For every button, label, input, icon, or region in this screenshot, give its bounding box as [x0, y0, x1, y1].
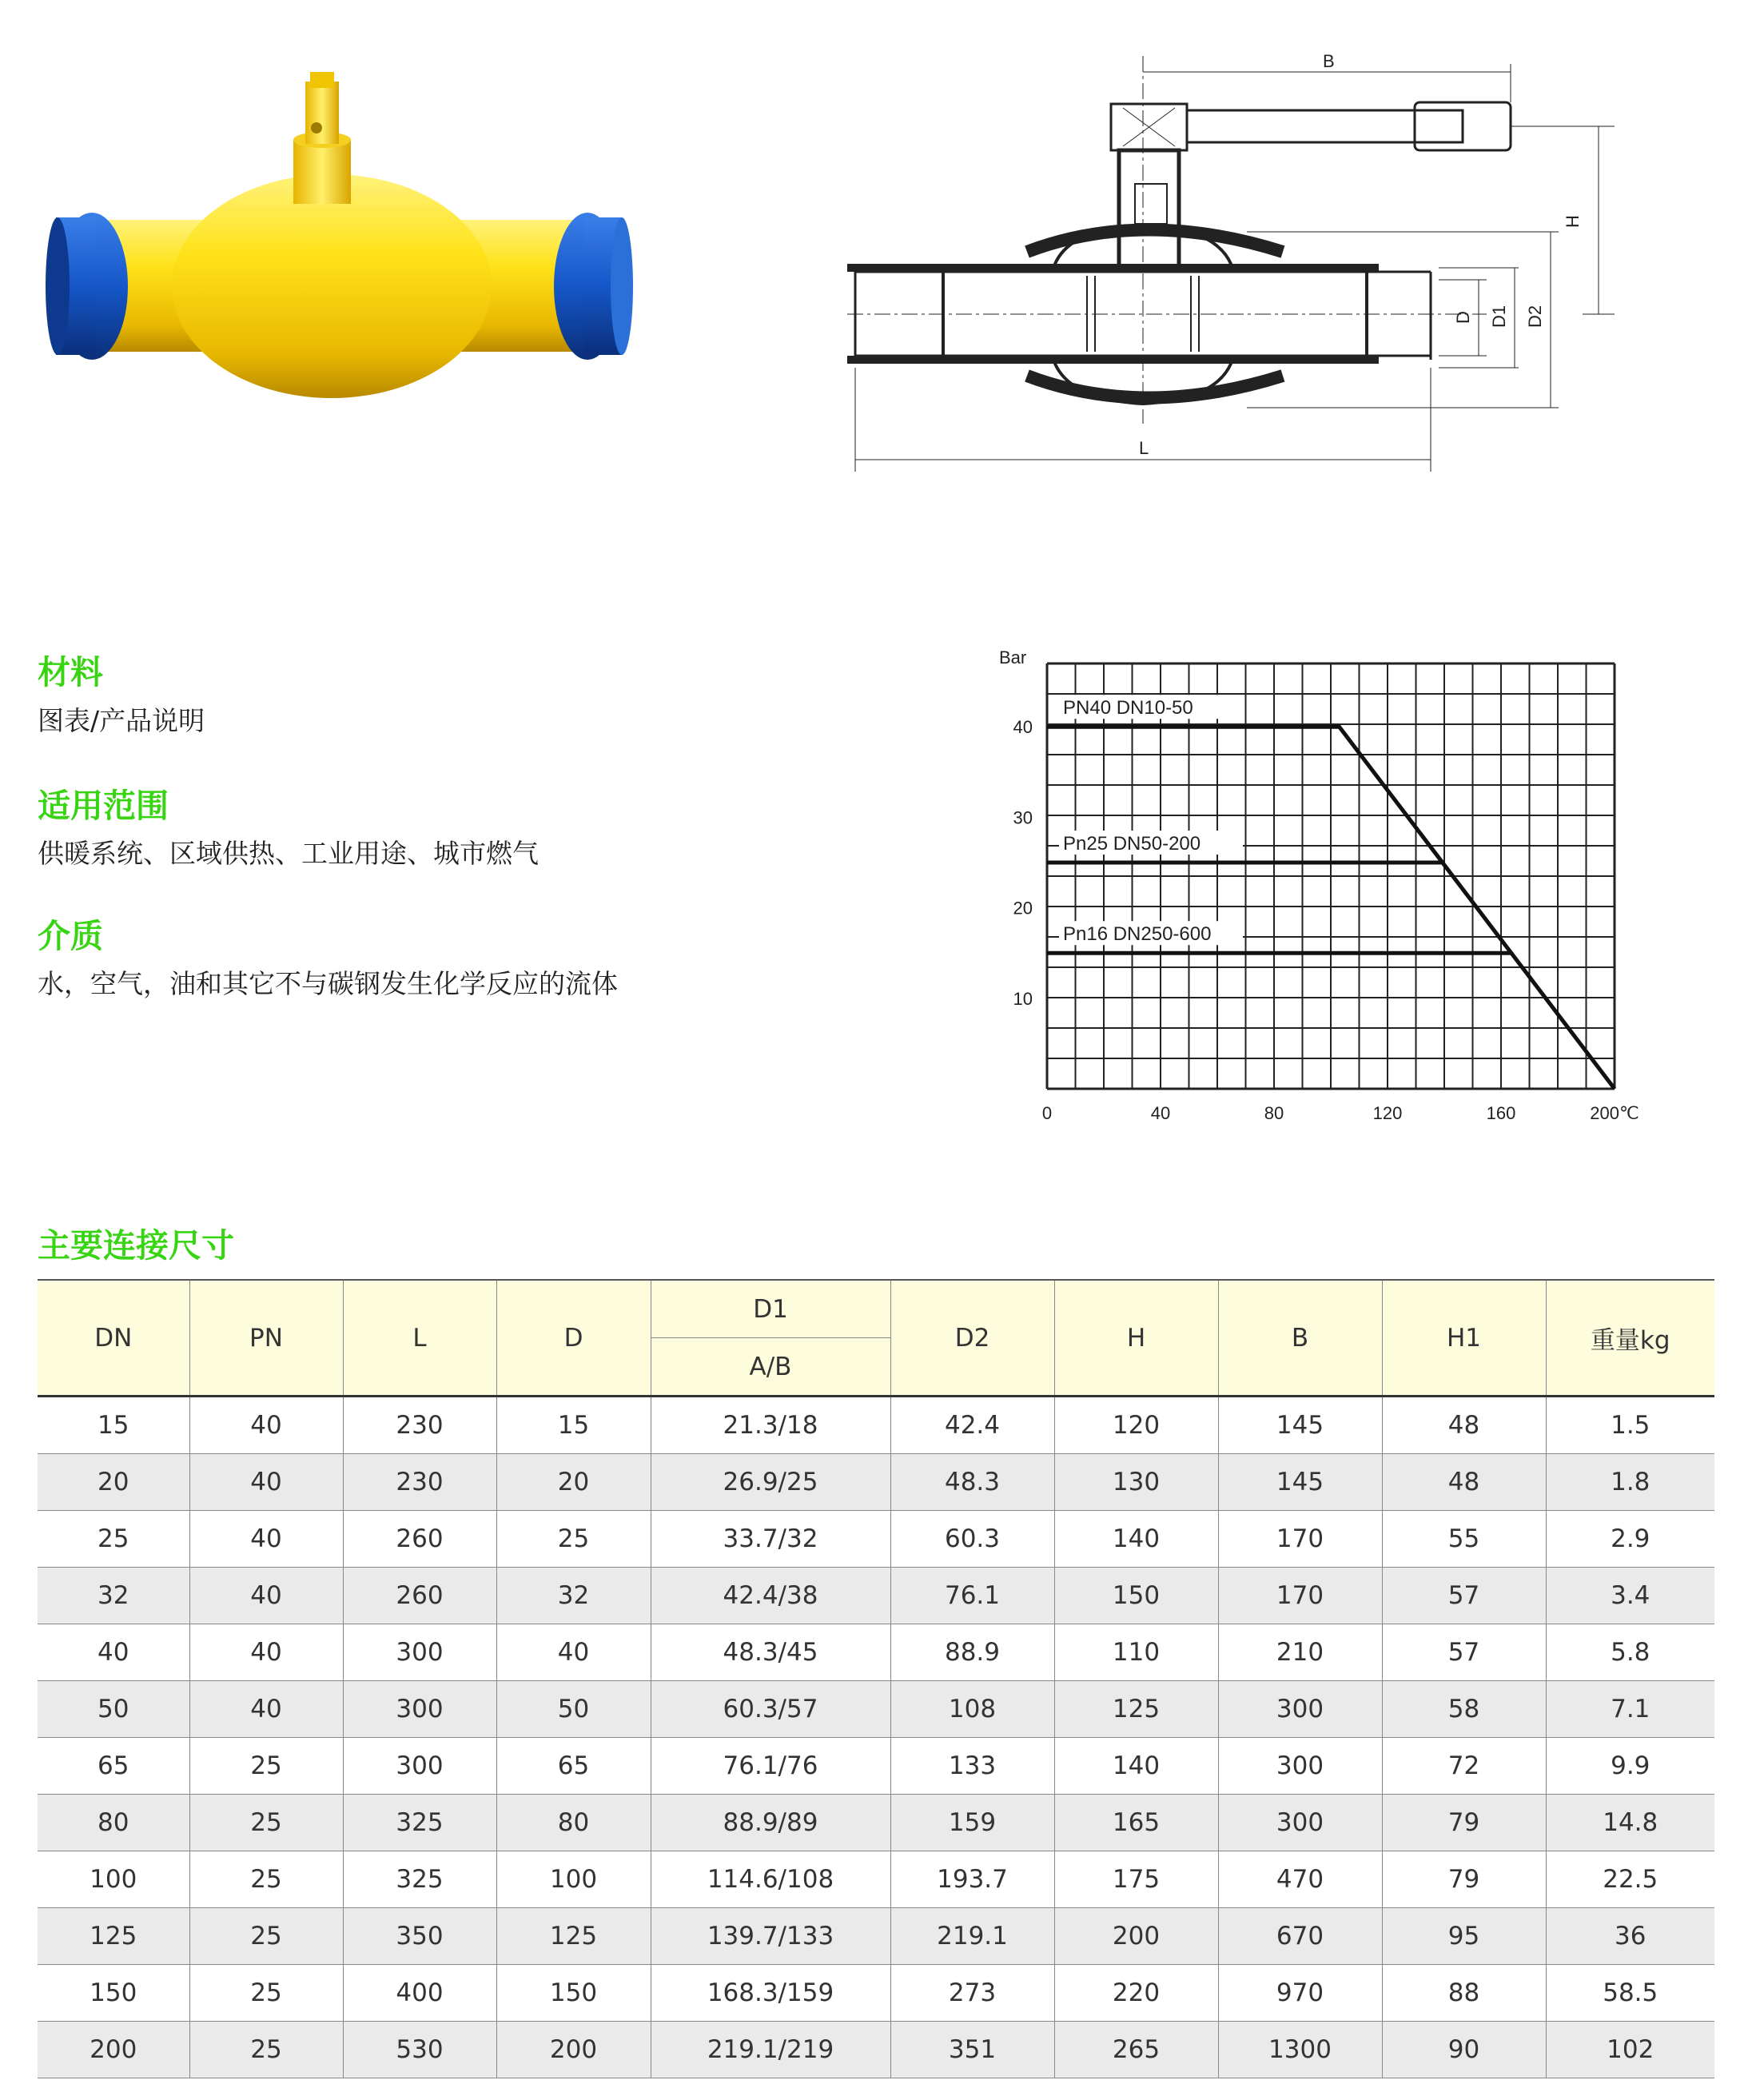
cell-d1: 42.4/38: [651, 1568, 890, 1624]
header-b: B: [1218, 1280, 1382, 1397]
table-row: [38, 1681, 1714, 1738]
cell-weight: 2.9: [1546, 1511, 1714, 1568]
table-row: [38, 1397, 1714, 1454]
cell-d1: 60.3/57: [651, 1681, 890, 1738]
cell-pn: 40: [189, 1681, 343, 1738]
cell-weight: 58.5: [1546, 1965, 1714, 2022]
cell-h: 200: [1054, 1908, 1218, 1965]
cell-d2: 108: [890, 1681, 1054, 1738]
cell-d1: 33.7/32: [651, 1511, 890, 1568]
table-row: [38, 1511, 1714, 1568]
dim-label-l: L: [1139, 438, 1149, 458]
cell-b: 300: [1218, 1795, 1382, 1851]
dim-label-d1: D1: [1489, 305, 1509, 328]
cell-d1: 26.9/25: [651, 1454, 890, 1511]
cell-h1: 57: [1382, 1624, 1546, 1681]
cell-dn: 40: [98, 1638, 129, 1667]
x-tick-label: 40: [1150, 1103, 1171, 1123]
section-body-medium: 水，空气，油和其它不与碳钢发生化学反应的流体: [38, 968, 618, 999]
cell-l: 230: [343, 1397, 496, 1454]
cell-pn: 40: [189, 1454, 343, 1511]
cell-h1: 55: [1382, 1511, 1546, 1568]
cell-d1: 219.1/219: [651, 2022, 890, 2078]
cell-d2: 133: [890, 1738, 1054, 1795]
cell-h: 140: [1054, 1511, 1218, 1568]
cell-d1: 114.6/108: [651, 1851, 890, 1908]
dim-label-d: D: [1453, 311, 1473, 324]
cell-weight: 14.8: [1546, 1795, 1714, 1851]
header-pn: PN: [189, 1280, 343, 1397]
cell-d1: 21.3/18: [651, 1397, 890, 1454]
cell-d: 20: [496, 1454, 651, 1511]
cell-weight: 1.5: [1546, 1397, 1714, 1454]
cell-l: 300: [343, 1681, 496, 1738]
cell-h: 125: [1054, 1681, 1218, 1738]
cell-b: 1300: [1218, 2022, 1382, 2078]
cell-dn: 200: [90, 2035, 137, 2064]
cell-weight: 102: [1546, 2022, 1714, 2078]
cell-h: 220: [1054, 1965, 1218, 2022]
cell-l: 530: [343, 2022, 496, 2078]
header-d: D: [496, 1280, 651, 1397]
series-label: Pn25 DN50-200: [1063, 833, 1201, 855]
cell-b: 170: [1218, 1511, 1382, 1568]
cell-weight: 3.4: [1546, 1568, 1714, 1624]
cell-h1: 58: [1382, 1681, 1546, 1738]
pressure-temperature-chart: [983, 640, 1686, 1135]
table-title: 主要连接尺寸: [38, 1226, 234, 1265]
cell-d: 40: [496, 1624, 651, 1681]
table-row: [38, 1851, 1714, 1908]
cell-pn: 25: [189, 1851, 343, 1908]
x-tick-label: 160: [1486, 1103, 1516, 1123]
cell-l: 400: [343, 1965, 496, 2022]
cell-dn: 50: [98, 1695, 129, 1723]
series-label: Pn16 DN250-600: [1063, 923, 1212, 946]
cell-l: 260: [343, 1568, 496, 1624]
cell-d: 125: [496, 1908, 651, 1965]
cell-weight: 22.5: [1546, 1851, 1714, 1908]
table-row: [38, 1908, 1714, 1965]
cell-h1: 79: [1382, 1851, 1546, 1908]
x-tick-label: 200℃: [1590, 1103, 1639, 1123]
table-row: [38, 1738, 1714, 1795]
cell-dn: 20: [98, 1468, 129, 1496]
cell-pn: 40: [189, 1568, 343, 1624]
cell-h: 265: [1054, 2022, 1218, 2078]
section-body-application: 供暖系统、区域供热、工业用途、城市燃气: [38, 838, 539, 869]
cell-weight: 9.9: [1546, 1738, 1714, 1795]
y-tick-label: 20: [1013, 898, 1033, 919]
cell-d: 25: [496, 1511, 651, 1568]
cell-pn: 25: [189, 1795, 343, 1851]
cell-d2: 273: [890, 1965, 1054, 2022]
cell-pn: 25: [189, 1908, 343, 1965]
table-row: [38, 1965, 1714, 2022]
table-row: [38, 1454, 1714, 1511]
cell-d1: 88.9/89: [651, 1795, 890, 1851]
cell-h1: 48: [1382, 1397, 1546, 1454]
header-d1: D1: [651, 1280, 890, 1338]
cell-dn: 100: [90, 1865, 137, 1894]
cell-b: 470: [1218, 1851, 1382, 1908]
header-h1: H1: [1382, 1280, 1546, 1397]
y-axis-label: Bar: [999, 648, 1027, 667]
header-h: H: [1054, 1280, 1218, 1397]
cell-h1: 57: [1382, 1568, 1546, 1624]
cell-b: 300: [1218, 1738, 1382, 1795]
cell-l: 350: [343, 1908, 496, 1965]
header-weight: 重量kg: [1546, 1280, 1714, 1397]
cell-d: 65: [496, 1738, 651, 1795]
cell-d: 50: [496, 1681, 651, 1738]
cell-d2: 219.1: [890, 1908, 1054, 1965]
cell-dn: 125: [90, 1922, 137, 1951]
cell-b: 670: [1218, 1908, 1382, 1965]
cell-d2: 88.9: [890, 1624, 1054, 1681]
cell-l: 230: [343, 1454, 496, 1511]
cell-d: 150: [496, 1965, 651, 2022]
cell-dn: 15: [98, 1411, 129, 1440]
section-title-application: 适用范围: [38, 787, 169, 825]
dim-label-d2: D2: [1525, 305, 1545, 328]
cell-weight: 5.8: [1546, 1624, 1714, 1681]
y-tick-label: 30: [1013, 807, 1033, 828]
cell-d2: 193.7: [890, 1851, 1054, 1908]
cell-d2: 42.4: [890, 1397, 1054, 1454]
cell-pn: 25: [189, 1965, 343, 2022]
section-title-medium: 介质: [38, 917, 103, 955]
dim-label-b: B: [1323, 51, 1335, 71]
cell-weight: 1.8: [1546, 1454, 1714, 1511]
x-tick-label: 120: [1372, 1103, 1403, 1123]
cell-h1: 72: [1382, 1738, 1546, 1795]
cell-h1: 79: [1382, 1795, 1546, 1851]
cell-b: 210: [1218, 1624, 1382, 1681]
dimension-table: [38, 1279, 1714, 2078]
cell-h: 175: [1054, 1851, 1218, 1908]
cell-pn: 25: [189, 2022, 343, 2078]
cell-h: 110: [1054, 1624, 1218, 1681]
cell-d2: 159: [890, 1795, 1054, 1851]
cell-h1: 48: [1382, 1454, 1546, 1511]
table-row: [38, 1624, 1714, 1681]
cell-dn: 25: [98, 1524, 129, 1553]
cell-pn: 40: [189, 1397, 343, 1454]
y-tick-label: 10: [1013, 988, 1033, 1009]
cell-dn: 80: [98, 1808, 129, 1837]
cell-d: 100: [496, 1851, 651, 1908]
table-row: [38, 1568, 1714, 1624]
cell-pn: 40: [189, 1624, 343, 1681]
cell-b: 145: [1218, 1397, 1382, 1454]
valve-product-image: [24, 72, 647, 416]
cell-l: 260: [343, 1511, 496, 1568]
cell-d: 80: [496, 1795, 651, 1851]
cell-l: 300: [343, 1624, 496, 1681]
cell-d2: 48.3: [890, 1454, 1054, 1511]
cell-d1: 48.3/45: [651, 1624, 890, 1681]
cell-d2: 351: [890, 2022, 1054, 2078]
cell-weight: 36: [1546, 1908, 1714, 1965]
x-tick-label: 0: [1041, 1103, 1053, 1123]
cell-pn: 40: [189, 1511, 343, 1568]
cell-d: 200: [496, 2022, 651, 2078]
cell-h: 165: [1054, 1795, 1218, 1851]
cell-d2: 60.3: [890, 1511, 1054, 1568]
cell-l: 325: [343, 1795, 496, 1851]
cell-d1: 76.1/76: [651, 1738, 890, 1795]
series-label: PN40 DN10-50: [1063, 697, 1193, 719]
cell-h1: 90: [1382, 2022, 1546, 2078]
cell-b: 145: [1218, 1454, 1382, 1511]
cell-dn: 32: [98, 1581, 129, 1610]
cell-d: 32: [496, 1568, 651, 1624]
cell-h: 140: [1054, 1738, 1218, 1795]
cell-l: 325: [343, 1851, 496, 1908]
section-title-material: 材料: [38, 653, 103, 691]
cell-b: 170: [1218, 1568, 1382, 1624]
cell-h: 150: [1054, 1568, 1218, 1624]
x-tick-label: 80: [1264, 1103, 1284, 1123]
cell-l: 300: [343, 1738, 496, 1795]
y-tick-label: 40: [1013, 717, 1033, 738]
cell-h1: 95: [1382, 1908, 1546, 1965]
section-body-material: 图表/产品说明: [38, 705, 205, 736]
cell-dn: 65: [98, 1751, 129, 1780]
cell-h: 120: [1054, 1397, 1218, 1454]
cell-dn: 150: [90, 1978, 137, 2007]
cell-b: 300: [1218, 1681, 1382, 1738]
cell-d1: 139.7/133: [651, 1908, 890, 1965]
header-l: L: [343, 1280, 496, 1397]
cell-d1: 168.3/159: [651, 1965, 890, 2022]
cell-h: 130: [1054, 1454, 1218, 1511]
cell-d2: 76.1: [890, 1568, 1054, 1624]
valve-dimension-drawing: [847, 48, 1631, 496]
header-dn: DN: [38, 1280, 189, 1397]
cell-h1: 88: [1382, 1965, 1546, 2022]
header-d1-sub: A/B: [651, 1338, 890, 1397]
dim-label-h: H: [1563, 215, 1583, 228]
cell-d: 15: [496, 1397, 651, 1454]
header-d2: D2: [890, 1280, 1054, 1397]
table-row: [38, 2022, 1714, 2078]
cell-pn: 25: [189, 1738, 343, 1795]
cell-b: 970: [1218, 1965, 1382, 2022]
cell-weight: 7.1: [1546, 1681, 1714, 1738]
table-row: [38, 1795, 1714, 1851]
